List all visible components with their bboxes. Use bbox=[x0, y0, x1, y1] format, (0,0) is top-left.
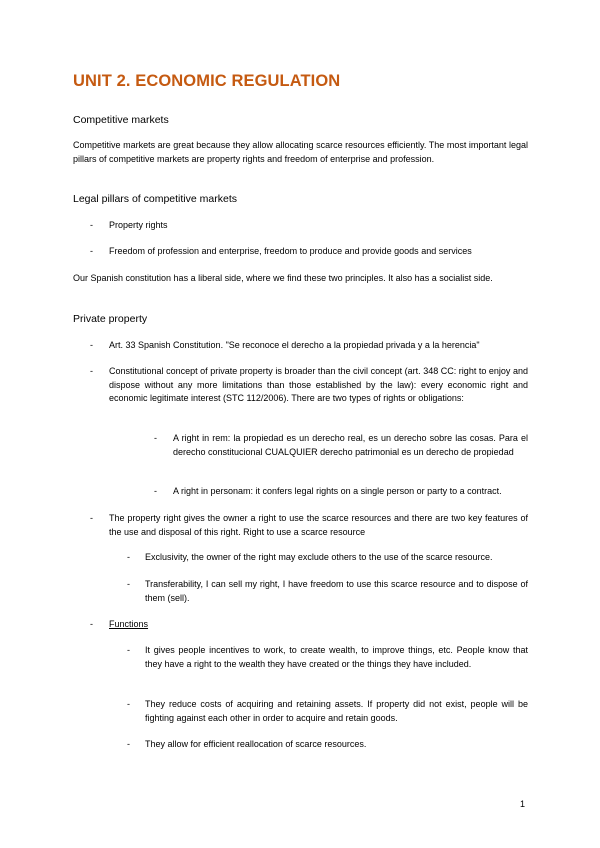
list-dash: - bbox=[154, 433, 157, 443]
item-right-in-personam: A right in personam: it confers legal rights on a single person or party to a contract. bbox=[173, 486, 502, 496]
list-dash: - bbox=[90, 246, 93, 256]
list-dash: - bbox=[90, 366, 93, 376]
page-number: 1 bbox=[520, 799, 526, 809]
list-dash: - bbox=[127, 739, 130, 749]
list-dash: - bbox=[127, 552, 130, 562]
paragraph-constitution: Our Spanish constitution has a liberal side, where we find these two principles. It also has a socialist side. bbox=[73, 273, 493, 283]
list-dash: - bbox=[127, 645, 130, 655]
item-function-incentives: It gives people incentives to work, to create wealth, to improve things, etc. People know that they have a right to the wealth they have created or the things they have included. bbox=[145, 645, 528, 669]
item-property-right: The property right gives the owner a right to use the scarce resources and there are two key features of the use and disposal of this right. Right to use a scarce resource bbox=[109, 513, 528, 537]
item-art33: Art. 33 Spanish Constitution. "Se reconoce el derecho a la propiedad privada y a la herencia" bbox=[109, 340, 480, 350]
pillar-item-property-rights: Property rights bbox=[109, 220, 168, 230]
item-function-reallocation: They allow for efficient reallocation of scarce resources. bbox=[145, 739, 367, 749]
unit-title: UNIT 2. ECONOMIC REGULATION bbox=[73, 72, 341, 90]
pillar-item-freedom: Freedom of profession and enterprise, freedom to produce and provide goods and services bbox=[109, 246, 472, 256]
functions-heading: Functions bbox=[109, 619, 149, 629]
list-dash: - bbox=[90, 220, 93, 230]
item-function-reduce-costs: They reduce costs of acquiring and retaining assets. If property did not exist, people will be fighting against each other in order to acquire and retain goods. bbox=[145, 699, 528, 723]
heading-private-property: Private property bbox=[73, 313, 148, 325]
list-dash: - bbox=[127, 699, 130, 709]
list-dash: - bbox=[154, 486, 157, 496]
item-constitutional-concept: Constitutional concept of private property is broader than the civil concept (art. 348 CC: right to enjoy and dispose without any more limitations than those established by the law): every economic right and economic legitimate interest (STC 112/2006). There are two types of rights or obligations: bbox=[109, 366, 528, 403]
paragraph-competitive-markets: Competitive markets are great because they allow allocating scarce resources efficiently. The most important legal pillars of competitive markets are property rights and freedom of enterprise and profession. bbox=[73, 140, 528, 164]
list-dash: - bbox=[90, 619, 93, 629]
list-dash: - bbox=[90, 513, 93, 523]
list-dash: - bbox=[90, 340, 93, 350]
list-dash: - bbox=[127, 579, 130, 589]
item-transferability: Transferability, I can sell my right, I have freedom to use this scarce resource and to dispose of them (sell). bbox=[145, 579, 528, 603]
item-exclusivity: Exclusivity, the owner of the right may exclude others to the use of the scarce resource. bbox=[145, 552, 493, 562]
heading-competitive-markets: Competitive markets bbox=[73, 114, 169, 126]
item-right-in-rem: A right in rem: la propiedad es un derecho real, es un derecho sobre las cosas. Para el derecho constitucional CUALQUIER derecho patrimonial es un derecho de propiedad bbox=[173, 433, 528, 457]
heading-legal-pillars: Legal pillars of competitive markets bbox=[73, 193, 237, 205]
